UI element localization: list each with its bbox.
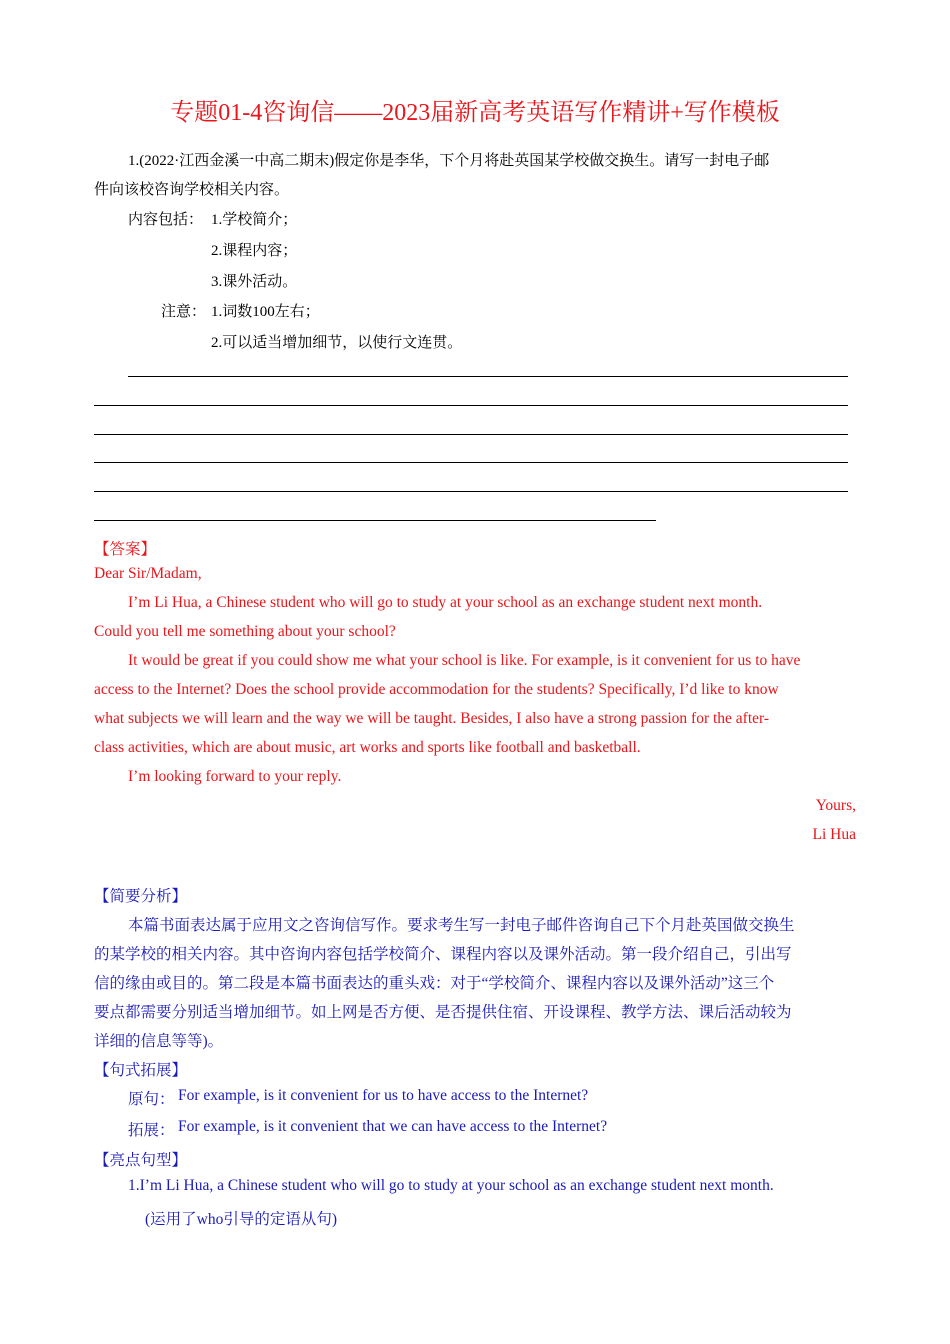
answer-salutation: Dear Sir/Madam, — [94, 565, 202, 582]
highlights-label: 【亮点句型】 — [94, 1152, 188, 1169]
answer-line-2: Could you tell me something about your school? — [94, 623, 396, 640]
question-line-2: 件向该校咨询学校相关内容。 — [94, 182, 290, 198]
answer-line-4: access to the Internet? Does the school provide accommodation for the students? Specifically, I’d like to know — [94, 681, 779, 698]
answer-label: 【答案】 — [94, 541, 157, 558]
note-label: 注意： — [161, 304, 207, 320]
original-sentence: For example, is it convenient for us to have access to the Internet? — [178, 1087, 589, 1104]
writing-line — [94, 405, 848, 406]
content-item-1: 1.学校简介； — [211, 212, 298, 228]
highlight-item-1: 1.I’m Li Hua, a Chinese student who will go to study at your school as an exchange student next month. — [128, 1177, 774, 1194]
expanded-sentence: For example, is it convenient that we can have access to the Internet? — [178, 1118, 608, 1135]
content-item-2: 2.课程内容； — [211, 243, 298, 259]
content-label: 内容包括： — [128, 212, 204, 228]
note-item-2: 2.可以适当增加细节，以使行文连贯。 — [211, 335, 463, 351]
analysis-line-5: 详细的信息等等)。 — [94, 1033, 224, 1050]
content-item-3: 3.课外活动。 — [211, 274, 298, 290]
page-title: 专题01-4咨询信——2023届新高考英语写作精讲+写作模板 — [170, 100, 780, 126]
answer-signature: Li Hua — [812, 826, 856, 843]
question-line-1: 1.(2022·江西金溪一中高二期末)假定你是李华，下个月将赴英国某学校做交换生。请写一封电子邮 — [128, 153, 770, 169]
answer-line-1: I’m Li Hua, a Chinese student who will go to study at your school as an exchange student next month. — [128, 594, 763, 611]
analysis-line-2: 的某学校的相关内容。其中咨询内容包括学校简介、课程内容以及课外活动。第一段介绍自己，引出写 — [94, 946, 792, 963]
note-item-1: 1.词数100左右； — [211, 304, 320, 320]
writing-line — [128, 376, 848, 377]
answer-line-7: I’m looking forward to your reply. — [128, 768, 342, 785]
highlight-item-1-note: (运用了who引导的定语从句) — [145, 1211, 338, 1228]
writing-line — [94, 520, 656, 521]
answer-closing: Yours, — [815, 797, 856, 814]
analysis-line-1: 本篇书面表达属于应用文之咨询信写作。要求考生写一封电子邮件咨询自己下个月赴英国做交换生 — [128, 917, 795, 934]
writing-line — [94, 491, 848, 492]
expansion-label: 【句式拓展】 — [94, 1062, 188, 1079]
analysis-label: 【简要分析】 — [94, 888, 188, 905]
answer-line-6: class activities, which are about music, art works and sports like football and basketball. — [94, 739, 641, 756]
writing-line — [94, 462, 848, 463]
analysis-line-4: 要点都需要分别适当增加细节。如上网是否方便、是否提供住宿、开设课程、教学方法、课后活动较为 — [94, 1004, 792, 1021]
original-label: 原句： — [128, 1091, 175, 1108]
expanded-label: 拓展： — [128, 1122, 175, 1139]
answer-line-3: It would be great if you could show me what your school is like. For example, is it convenient for us to have — [128, 652, 801, 669]
answer-line-5: what subjects we will learn and the way we will be taught. Besides, I also have a strong passion for the after- — [94, 710, 770, 727]
analysis-line-3: 信的缘由或目的。第二段是本篇书面表达的重头戏：对于“学校简介、课程内容以及课外活动”这三个 — [94, 975, 775, 992]
writing-line — [94, 434, 848, 435]
